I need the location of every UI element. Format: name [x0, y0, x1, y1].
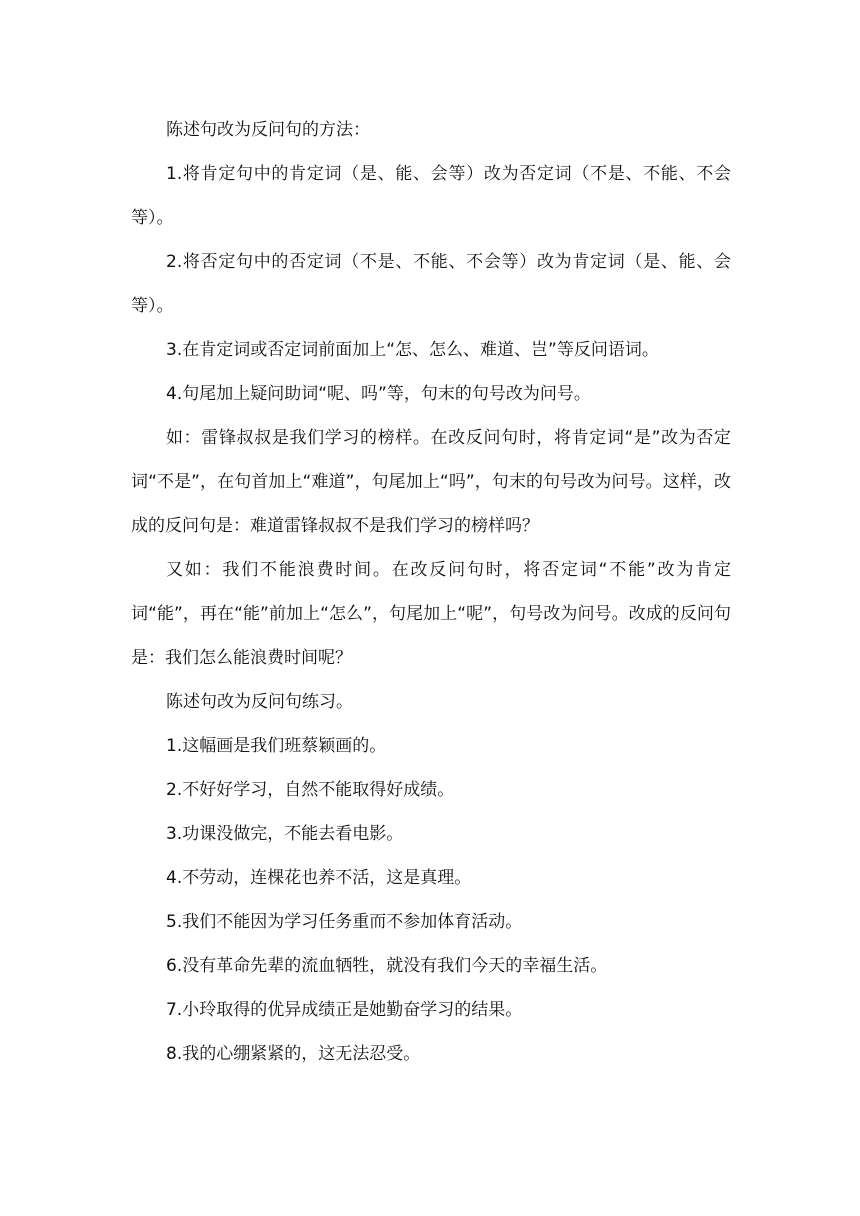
- exercise-item-4: 4.不劳动，连棵花也养不活，这是真理。: [166, 868, 472, 888]
- method-heading: 陈述句改为反问句的方法：: [166, 120, 370, 140]
- exercise-heading: 陈述句改为反问句练习。: [166, 692, 353, 712]
- exercise-item-8: 8.我的心绷紧紧的，这无法忍受。: [166, 1044, 421, 1064]
- method-step-1: 1.将肯定句中的肯定词（是、能、会等）改为否定词（不是、不能、不会等）。: [131, 164, 731, 228]
- method-step-3: 3.在肯定词或否定词前面加上“怎、怎么、难道、岂”等反问语词。: [166, 340, 659, 360]
- exercise-item-2: 2.不好好学习，自然不能取得好成绩。: [166, 780, 455, 800]
- example-paragraph-2: 又如：我们不能浪费时间。在改反问句时，将否定词“不能”改为肯定词“能”，再在“能”前加上“怎么”，句尾加上“呢”，句号改为问号。改成的反问句是：我们怎么能浪费时间呢？: [131, 560, 731, 668]
- method-step-4: 4.句尾加上疑问助词“呢、吗”等，句末的句号改为问号。: [166, 384, 591, 404]
- document-body: [131, 108, 731, 1076]
- method-step-2: 2.将否定句中的否定词（不是、不能、不会等）改为肯定词（是、能、会等）。: [131, 252, 731, 316]
- exercise-item-7: 7.小玲取得的优异成绩正是她勤奋学习的结果。: [166, 1000, 523, 1020]
- exercise-item-3: 3.功课没做完，不能去看电影。: [166, 824, 404, 844]
- exercise-item-5: 5.我们不能因为学习任务重而不参加体育活动。: [166, 912, 523, 932]
- exercise-item-6: 6.没有革命先辈的流血牺牲，就没有我们今天的幸福生活。: [166, 956, 608, 976]
- exercise-item-1: 1.这幅画是我们班蔡颖画的。: [166, 736, 387, 756]
- example-paragraph-1: 如：雷锋叔叔是我们学习的榜样。在改反问句时，将肯定词“是”改为否定词“不是”，在句首加上“难道”，句尾加上“吗”，句末的句号改为问号。这样，改成的反问句是：难道雷锋叔叔不是我们学习的榜样吗？: [131, 428, 731, 536]
